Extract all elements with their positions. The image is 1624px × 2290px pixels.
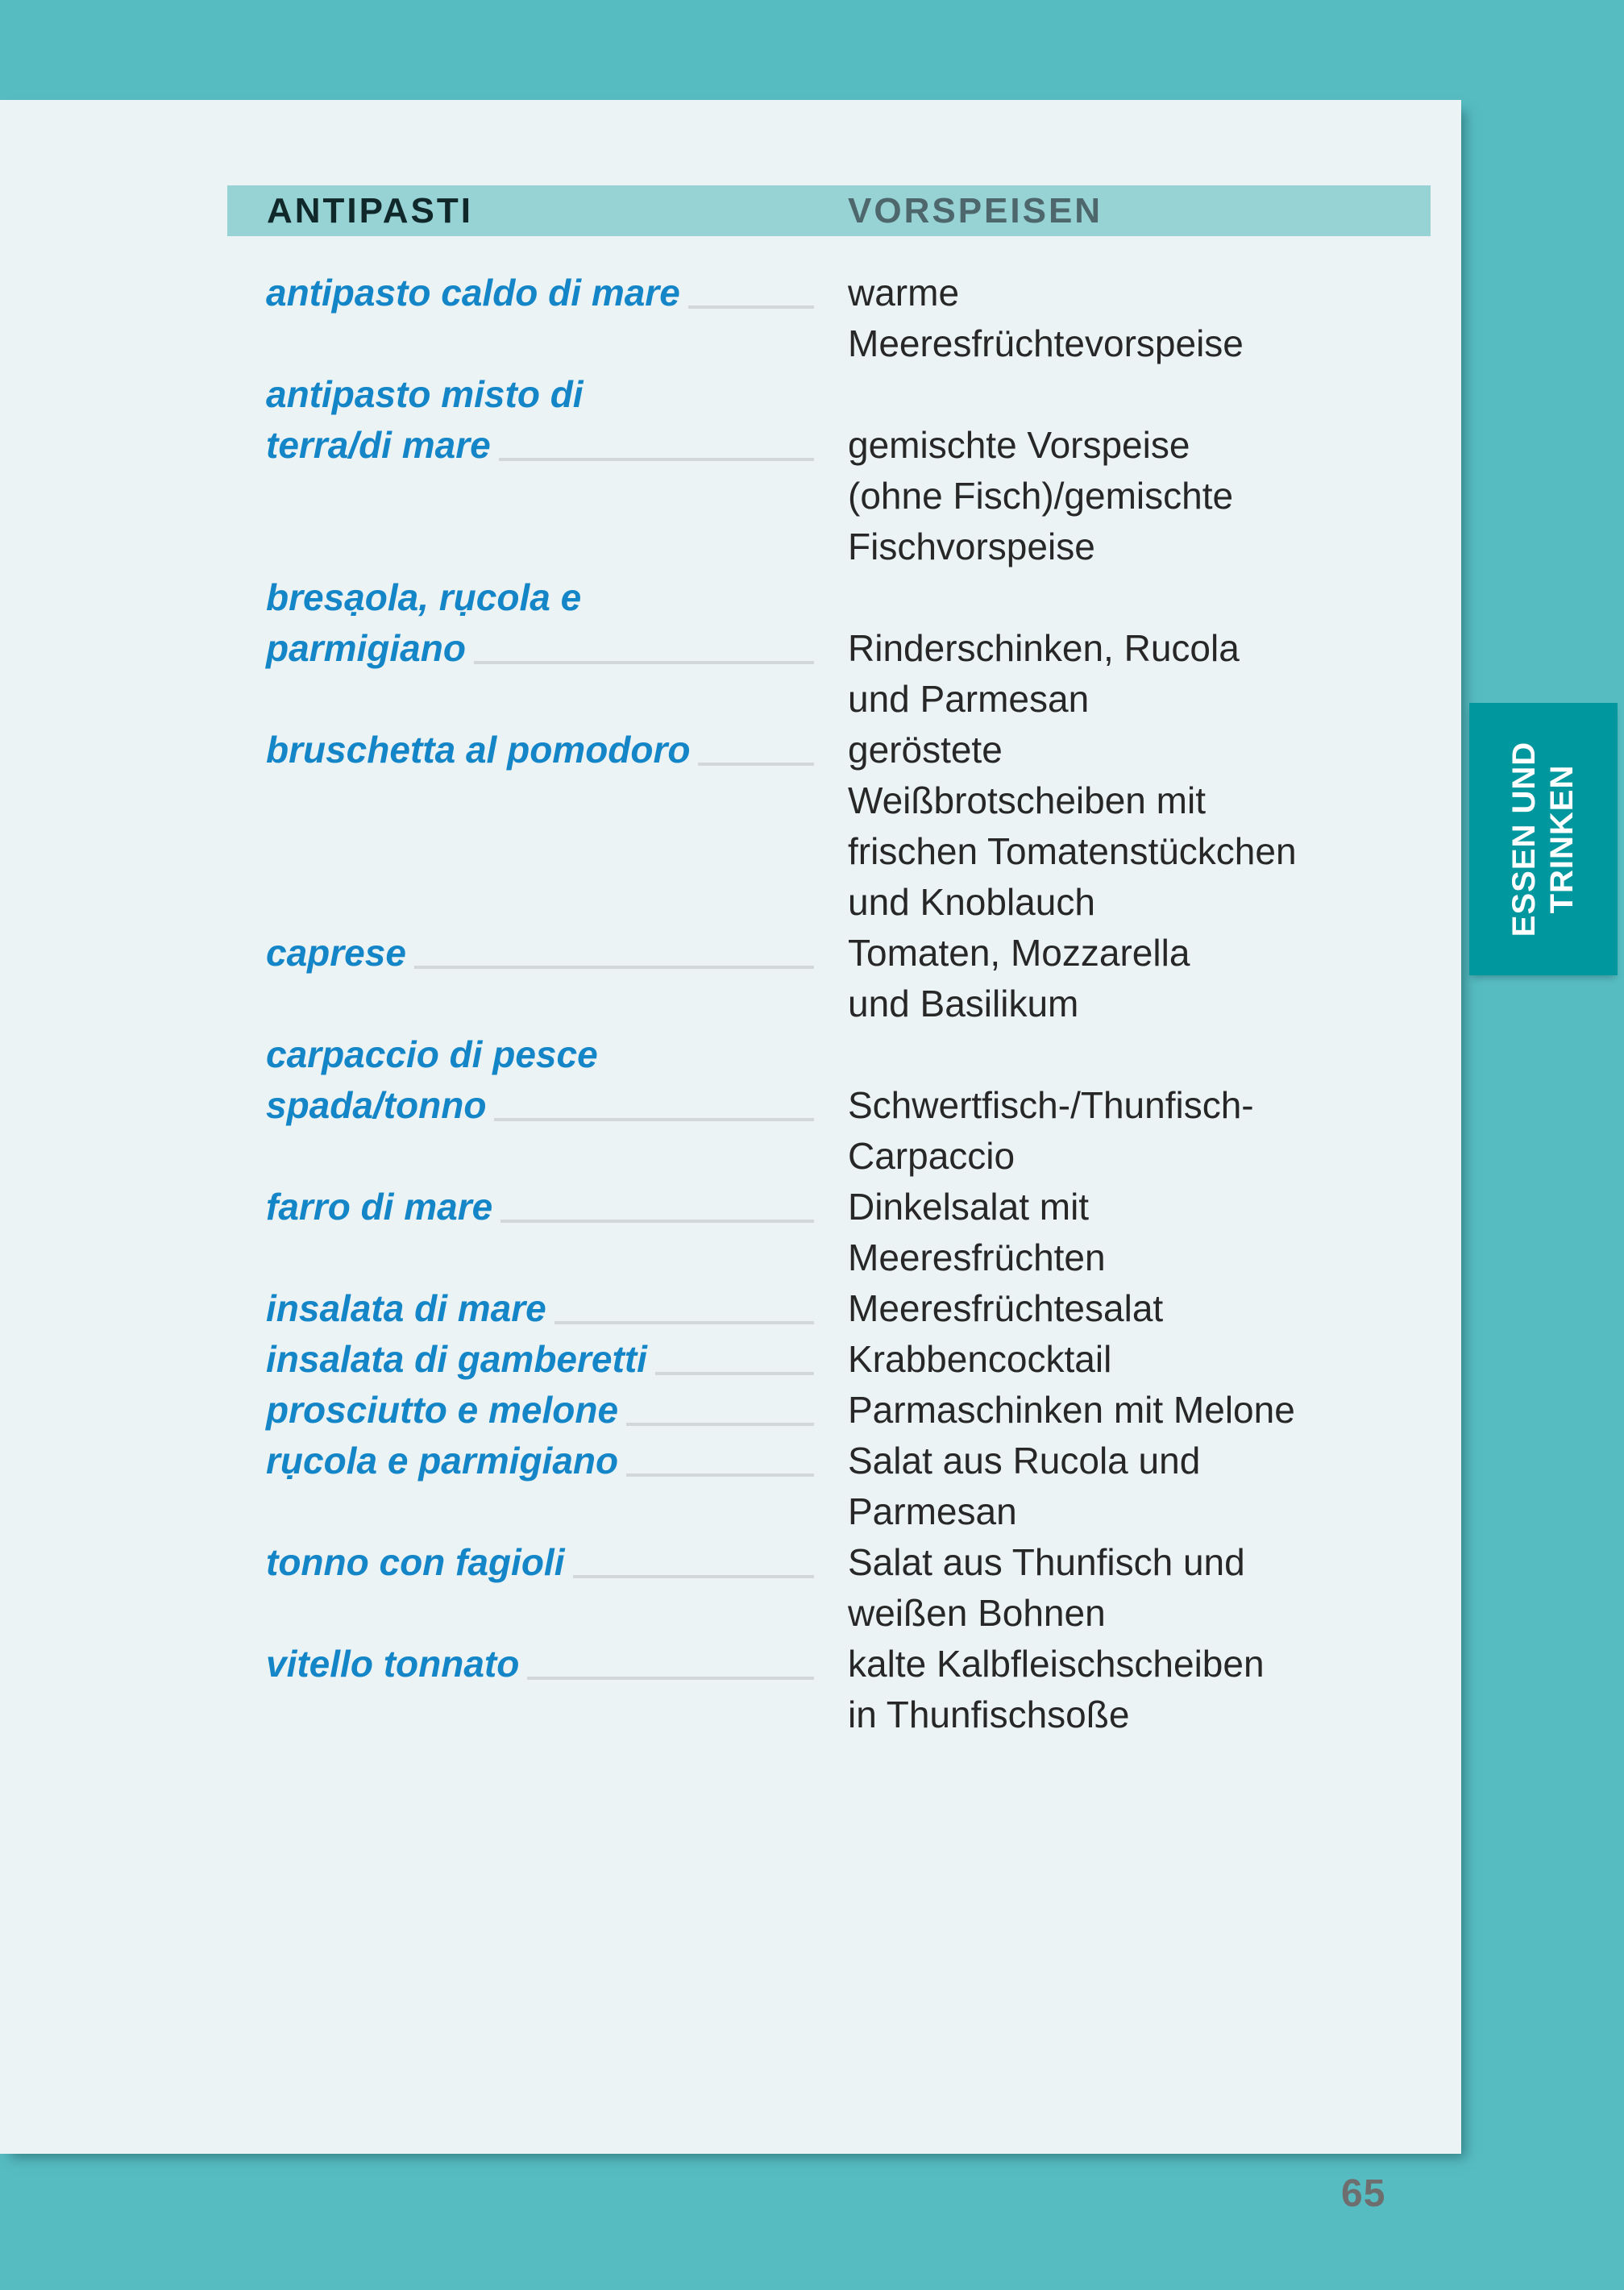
leader-line — [527, 1677, 814, 1680]
leader-line — [414, 966, 814, 969]
german-translation-line: Parmaschinken mit Melone — [848, 1389, 1295, 1431]
section-header-bar — [227, 185, 1431, 236]
german-translation-line: und Basilikum — [848, 983, 1079, 1024]
italian-term — [266, 1436, 814, 1486]
menu-entry — [266, 1029, 1428, 1182]
leader-line — [573, 1575, 815, 1578]
german-translation-line: Meeresfrüchtesalat — [848, 1287, 1164, 1329]
italian-term-text: insalata di mare — [266, 1287, 546, 1329]
italian-term-text: parmigiano — [266, 627, 466, 669]
italian-term-line — [266, 268, 814, 318]
leader-line — [698, 763, 814, 766]
italian-term-line — [266, 725, 814, 775]
leader-line — [474, 661, 814, 664]
italian-term-line — [266, 1639, 814, 1689]
italian-term-line — [266, 623, 814, 674]
italian-term — [266, 1182, 814, 1232]
leader-line — [626, 1423, 814, 1426]
italian-term-text: terra/di mare — [266, 424, 491, 466]
german-translation-line: Tomaten, Mozzarella — [848, 932, 1190, 974]
german-translation — [848, 1436, 1428, 1537]
italian-term-line — [266, 1029, 814, 1080]
italian-term — [266, 1537, 814, 1588]
italian-term — [266, 369, 814, 471]
italian-term-text: rụcola e parmigiano — [266, 1440, 619, 1482]
leader-line — [655, 1372, 814, 1375]
menu-entry — [266, 1537, 1428, 1639]
german-translation — [848, 572, 1428, 725]
italian-term-text: farro di mare — [266, 1186, 493, 1228]
german-translation-line: Schwertfisch-/Thunfisch- — [848, 1084, 1254, 1126]
german-translation-line: warme — [848, 272, 960, 314]
chapter-tab — [1469, 703, 1618, 975]
german-translation — [848, 1334, 1428, 1385]
leader-line — [494, 1118, 814, 1121]
italian-term-line — [266, 1182, 814, 1232]
italian-term — [266, 1029, 814, 1131]
menu-entry — [266, 268, 1428, 369]
italian-term — [266, 725, 814, 775]
section-title-italian: ANTIPASTI — [267, 191, 473, 231]
german-translation-line: Rinderschinken, Rucola — [848, 627, 1240, 669]
menu-entry — [266, 1182, 1428, 1283]
menu-entry — [266, 1283, 1428, 1334]
menu-entry — [266, 725, 1428, 928]
leader-line — [688, 305, 814, 309]
german-translation-line: Carpaccio — [848, 1135, 1016, 1177]
italian-term — [266, 1385, 814, 1436]
italian-term-line — [266, 1537, 814, 1588]
german-translation — [848, 1385, 1428, 1436]
leader-line — [500, 1220, 814, 1223]
german-translation — [848, 1537, 1428, 1639]
italian-term — [266, 1639, 814, 1689]
german-translation — [848, 1639, 1428, 1740]
italian-term-text: bresạola, rụcola e — [266, 576, 582, 618]
italian-term — [266, 928, 814, 979]
italian-term-line — [266, 420, 814, 471]
italian-term-line — [266, 1080, 814, 1131]
italian-term-line — [266, 1283, 814, 1334]
menu-entry — [266, 572, 1428, 725]
italian-term-text: bruschetta al pomodoro — [266, 729, 691, 771]
section-title-german: VORSPEISEN — [848, 191, 1103, 231]
italian-term-line — [266, 928, 814, 979]
chapter-tab-line-2: TRINKEN — [1544, 764, 1580, 914]
italian-term-text: tonno con fagioli — [266, 1541, 565, 1583]
german-translation-line: Fischvorspeise — [848, 526, 1095, 567]
leader-line — [626, 1473, 814, 1477]
chapter-tab-label — [1506, 742, 1581, 937]
leader-line — [499, 458, 814, 461]
leader-line — [554, 1321, 814, 1324]
german-translation-line: geröstete — [848, 729, 1003, 771]
menu-entry — [266, 1436, 1428, 1537]
german-translation-line: Meeresfrüchten — [848, 1236, 1106, 1278]
german-translation-line: kalte Kalbfleischscheiben — [848, 1643, 1265, 1685]
italian-term — [266, 268, 814, 318]
italian-term-text: insalata di gamberetti — [266, 1338, 647, 1380]
chapter-tab-line-1: ESSEN UND — [1506, 741, 1543, 937]
italian-term-line — [266, 572, 814, 623]
german-translation-line: Salat aus Thunfisch und — [848, 1541, 1245, 1583]
german-translation-line: (ohne Fisch)/gemischte — [848, 475, 1234, 517]
vocabulary-list — [266, 268, 1428, 1740]
italian-term-line — [266, 369, 814, 420]
german-translation — [848, 725, 1428, 928]
german-translation-line: weißen Bohnen — [848, 1592, 1106, 1634]
german-translation-line: Weißbrotscheiben mit — [848, 779, 1206, 821]
german-translation-line: frischen Tomatenstückchen — [848, 830, 1297, 872]
german-translation — [848, 369, 1428, 572]
menu-entry — [266, 1639, 1428, 1740]
german-translation — [848, 268, 1428, 369]
italian-term-text: carpaccio di pesce — [266, 1033, 598, 1075]
book-page — [0, 100, 1461, 2154]
german-translation — [848, 1182, 1428, 1283]
german-translation-line: gemischte Vorspeise — [848, 424, 1190, 466]
italian-term-text: antipasto misto di — [266, 373, 584, 415]
german-translation-line: Dinkelsalat mit — [848, 1186, 1090, 1228]
italian-term-line — [266, 1334, 814, 1385]
german-translation — [848, 1283, 1428, 1334]
italian-term-text: spada/tonno — [266, 1084, 487, 1126]
italian-term-text: caprese — [266, 932, 406, 974]
italian-term-line — [266, 1436, 814, 1486]
italian-term — [266, 572, 814, 674]
italian-term-text: vitello tonnato — [266, 1643, 520, 1685]
italian-term-line — [266, 1385, 814, 1436]
german-translation-line: Meeresfrüchtevorspeise — [848, 322, 1244, 364]
menu-entry — [266, 1385, 1428, 1436]
menu-entry — [266, 1334, 1428, 1385]
german-translation — [848, 928, 1428, 1029]
italian-term — [266, 1283, 814, 1334]
german-translation-line: in Thunfischsoße — [848, 1694, 1130, 1735]
italian-term-text: antipasto caldo di mare — [266, 272, 680, 314]
italian-term-text: prosciutto e melone — [266, 1389, 619, 1431]
german-translation-line: und Knoblauch — [848, 881, 1095, 923]
german-translation-line: Salat aus Rucola und — [848, 1440, 1201, 1482]
german-translation-line: und Parmesan — [848, 678, 1090, 720]
menu-entry — [266, 928, 1428, 1029]
german-translation-line: Parmesan — [848, 1490, 1017, 1532]
page-number: 65 — [1341, 2172, 1386, 2215]
german-translation — [848, 1029, 1428, 1182]
menu-entry — [266, 369, 1428, 572]
german-translation-line: Krabbencocktail — [848, 1338, 1112, 1380]
italian-term — [266, 1334, 814, 1385]
